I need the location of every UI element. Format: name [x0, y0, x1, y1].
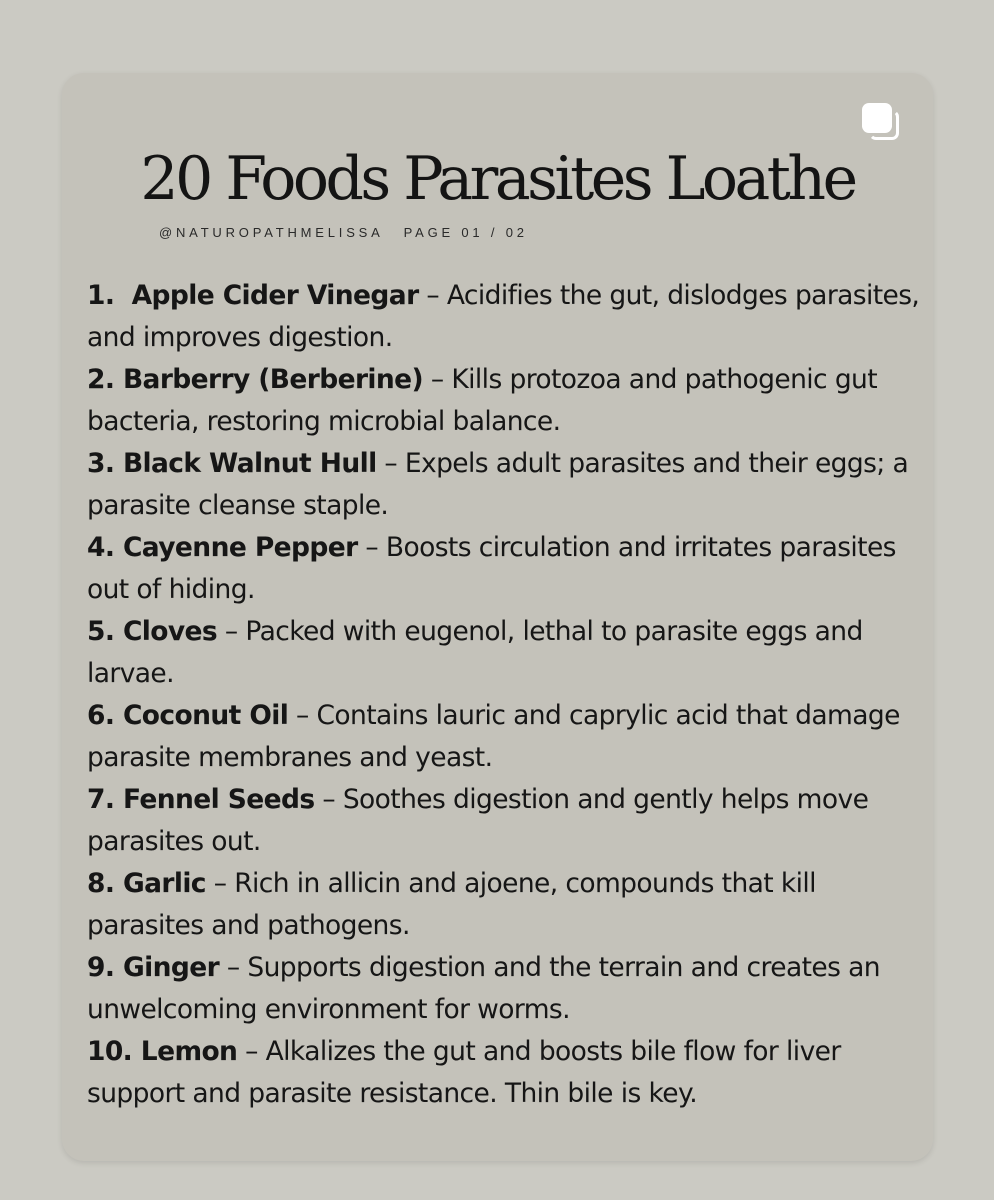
list-item — [87, 443, 927, 527]
list-item — [87, 779, 927, 863]
item-name: Coconut Oil — [122, 700, 289, 731]
item-name: Lemon — [140, 1036, 238, 1067]
item-number: 7. — [87, 784, 123, 815]
list-item — [87, 863, 927, 947]
list-item — [87, 611, 927, 695]
item-description: – Packed with eugenol, lethal to parasite eggs and larvae. — [87, 616, 863, 689]
item-number: 1. — [87, 280, 132, 311]
list-item — [87, 695, 927, 779]
author-handle: @NATUROPATHMELISSA — [159, 225, 384, 240]
item-description: – Acidifies the gut, dislodges parasites, and improves digestion. — [87, 280, 920, 353]
item-number: 6. — [87, 700, 123, 731]
item-description: – Alkalizes the gut and boosts bile flow for liver support and parasite resistance. Thin bile is key. — [87, 1036, 841, 1109]
item-description: – Kills protozoa and pathogenic gut bacteria, restoring microbial balance. — [87, 364, 878, 437]
item-name: Cloves — [122, 616, 218, 647]
item-name: Black Walnut Hull — [122, 448, 377, 479]
post-title: 20 Foods Parasites Loathe — [140, 144, 855, 214]
list-item — [87, 359, 927, 443]
item-number: 4. — [87, 532, 123, 563]
item-description: – Supports digestion and the terrain and creates an unwelcoming environment for worms. — [87, 952, 880, 1025]
list-item — [87, 275, 927, 359]
item-name: Garlic — [122, 868, 206, 899]
item-name: Ginger — [122, 952, 220, 983]
item-number: 8. — [87, 868, 123, 899]
item-description: – Expels adult parasites and their eggs; a parasite cleanse staple. — [87, 448, 909, 521]
item-name: Fennel Seeds — [122, 784, 315, 815]
list-item — [87, 527, 927, 611]
multiple-images-icon-front — [862, 103, 892, 133]
item-number: 2. — [87, 364, 123, 395]
list-item — [87, 1031, 927, 1115]
item-number: 5. — [87, 616, 123, 647]
post-card — [62, 73, 933, 1161]
item-number: 10. — [87, 1036, 141, 1067]
foods-list — [87, 275, 927, 1115]
item-number: 9. — [87, 952, 123, 983]
item-description: – Soothes digestion and gently helps move parasites out. — [87, 784, 869, 857]
multiple-images-icon — [862, 103, 902, 143]
item-name: Barberry (Berberine) — [122, 364, 424, 395]
page-indicator: PAGE 01 / 02 — [403, 225, 528, 240]
item-name: Apple Cider Vinegar — [131, 280, 419, 311]
byline — [159, 225, 528, 240]
item-number: 3. — [87, 448, 123, 479]
item-name: Cayenne Pepper — [122, 532, 358, 563]
item-description: – Rich in allicin and ajoene, compounds that kill parasites and pathogens. — [87, 868, 816, 941]
item-description: – Contains lauric and caprylic acid that damage parasite membranes and yeast. — [87, 700, 900, 773]
list-item — [87, 947, 927, 1031]
item-description: – Boosts circulation and irritates parasites out of hiding. — [87, 532, 896, 605]
